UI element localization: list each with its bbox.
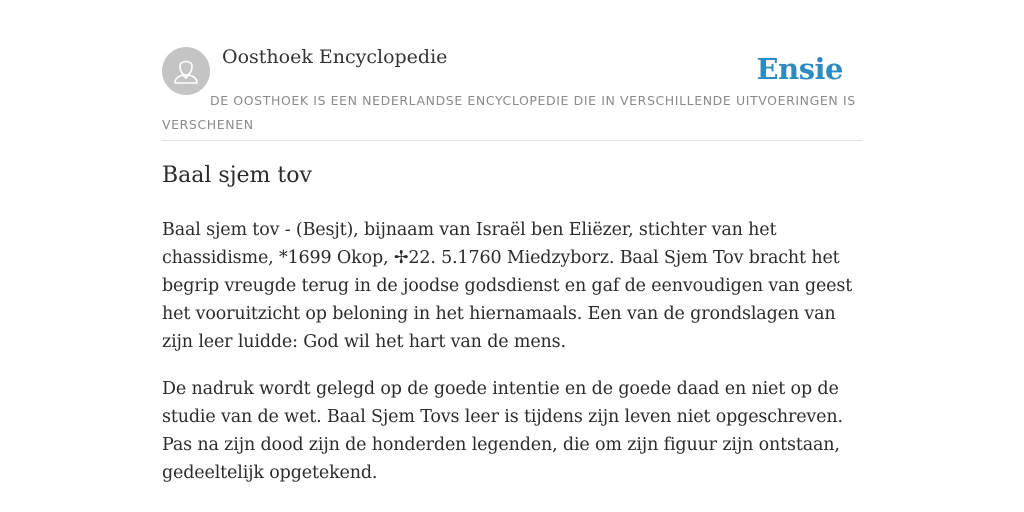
article-paragraph: De nadruk wordt gelegd op de goede intentie en de goede daad en niet op de studie van de wet. Baal Sjem Tovs leer is tijdens zijn leven niet opgeschreven. Pas na zijn dood zijn de honderden legenden, die om zijn figuur zijn ontstaan, gedeeltelijk opgetekend. [162,379,843,483]
article-body [162,216,862,506]
source-avatar[interactable] [162,47,210,95]
ensie-logo[interactable]: Ensie [756,52,843,86]
article-paragraph: Baal sjem tov - (Besjt), bijnaam van Israël ben Eliëzer, stichter van het chassidisme, *1699 Okop, ✢22. 5.1760 Miedzyborz. Baal Sjem Tov bracht het begrip vreugde terug in de joodse godsdienst en gaf de eenvoudigen van geest het vooruitzicht op beloning in het hiernamaals. Een van de grondslagen van zijn leer luidde: God wil het hart van de mens. [162,220,853,352]
source-description: DE OOSTHOEK IS EEN NEDERLANDSE ENCYCLOPEDIE DIE IN VERSCHILLENDE UITVOERINGEN IS VERSCHENEN [162,93,856,132]
site-header [162,0,862,141]
user-silhouette-icon [162,47,210,95]
page [162,0,862,512]
article-title: Baal sjem tov [162,163,312,188]
source-name[interactable]: Oosthoek Encyclopedie [222,46,448,68]
